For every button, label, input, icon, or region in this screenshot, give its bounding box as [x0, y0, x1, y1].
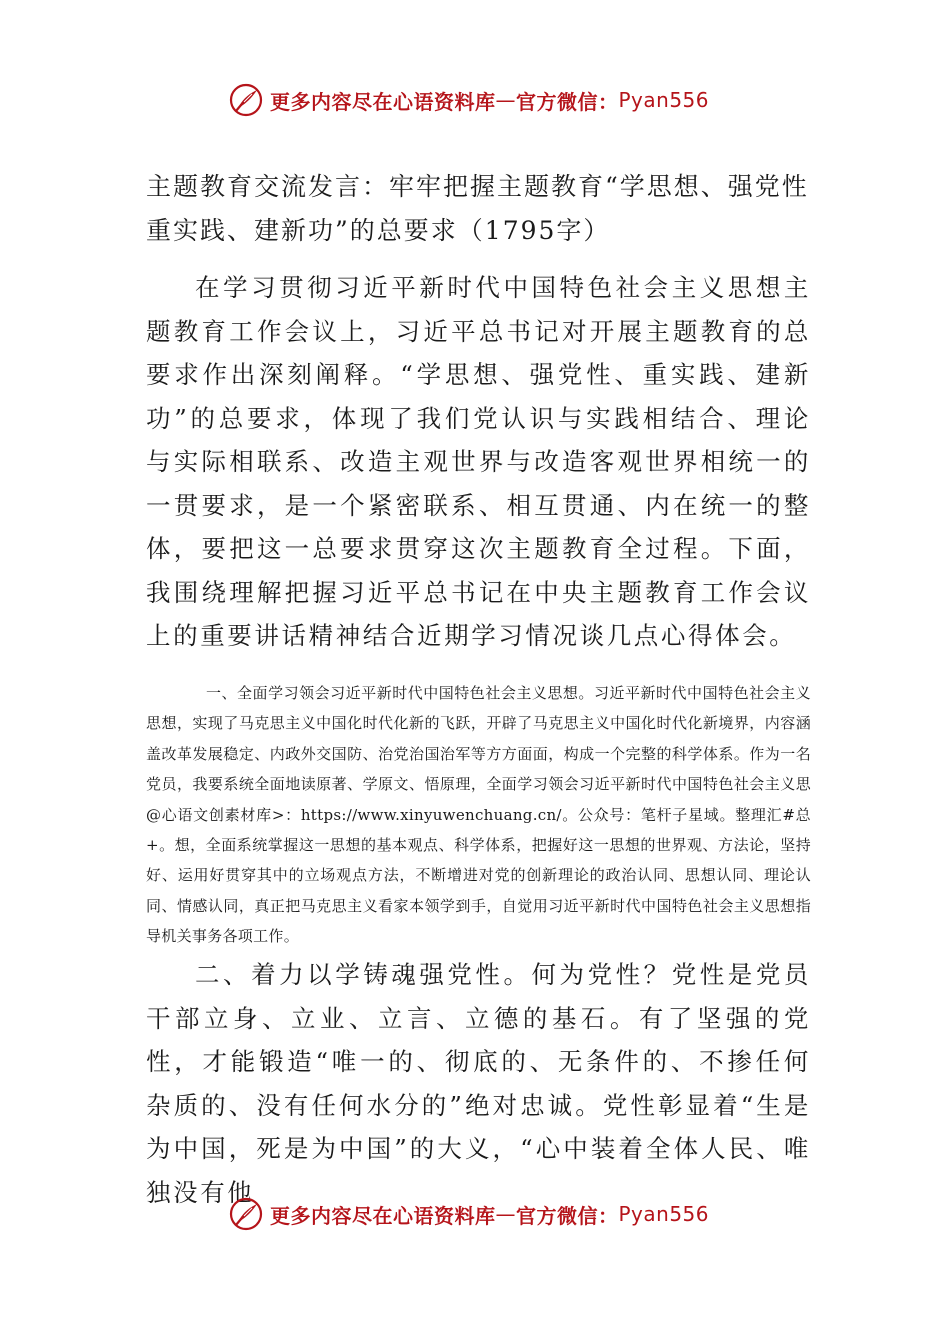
- watermark-handle: Pyan556: [618, 1202, 710, 1226]
- watermark-text: 更多内容尽在心语资料库: [270, 1203, 496, 1228]
- watermark-text: 更多内容尽在心语资料库: [270, 89, 496, 114]
- watermark-dash: —: [495, 88, 516, 112]
- quill-pen-logo-icon: [228, 1196, 264, 1232]
- paragraph-section-two: 二、着力以学铸魂强党性。何为党性？党性是党员干部立身、立业、立言、立德的基石。有了坚强的党性，才能锻造“唯一的、彻底的、无条件的、不掺任何杂质的、没有任何水分的”绝对忠诚。党性彰显着“生是为中国，死是为中国”的大义，“心中装着全体人民、唯独没有他: [146, 960, 811, 1207]
- document-title: 主题教育交流发言：牢牢把握主题教育“学思想、强党性重实践、建新功”的总要求（1795字）: [146, 172, 809, 245]
- watermark-header: [228, 80, 709, 120]
- watermark-handle: Pyan556: [618, 88, 710, 112]
- paragraph-intro: 在学习贯彻习近平新时代中国特色社会主义思想主题教育工作会议上，习近平总书记对开展主题教育的总要求作出深刻阐释。“学思想、强党性、重实践、建新功”的总要求，体现了我们党认识与实践相结合、理论与实际相联系、改造主观世界与改造客观世界相统一的一贯要求，是一个紧密联系、相互贯通、内在统一的整体，要把这一总要求贯穿这次主题教育全过程。下面，我围绕理解把握习近平总书记在中央主题教育工作会议上的重要讲话精神结合近期学习情况谈几点心得体会。: [146, 273, 811, 650]
- paragraph-section-one: 一、全面学习领会习近平新时代中国特色社会主义思想。习近平新时代中国特色社会主义思想，实现了马克思主义中国化时代化新的飞跃，开辟了马克思主义中国化时代化新境界，内容涵盖改革发展稳定、内政外交国防、治党治国治军等方方面面，构成一个完整的科学体系。作为一名党员，我要系统全面地读原著、学原文、悟原理，全面学习领会习近平新时代中国特色社会主义思@心语文创素材库>：https://www.xinyuwenchuang.cn/。公众号：笔杆子星域。整理汇#总+。想，全面系统掌握这一思想的基本观点、科学体系，把握好这一思想的世界观、方法论，坚持好、运用好贯穿其中的立场观点方法，不断增进对党的创新理论的政治认同、思想认同、理论认同、情感认同，真正把马克思主义看家本领学到手，自觉用习近平新时代中国特色社会主义思想指导机关事务各项工作。: [146, 684, 811, 946]
- watermark-footer: [228, 1194, 709, 1234]
- watermark-dash: —: [495, 1202, 516, 1226]
- watermark-label: 官方微信：: [516, 1203, 619, 1228]
- quill-pen-logo-icon: [228, 82, 264, 118]
- watermark-label: 官方微信：: [516, 89, 619, 114]
